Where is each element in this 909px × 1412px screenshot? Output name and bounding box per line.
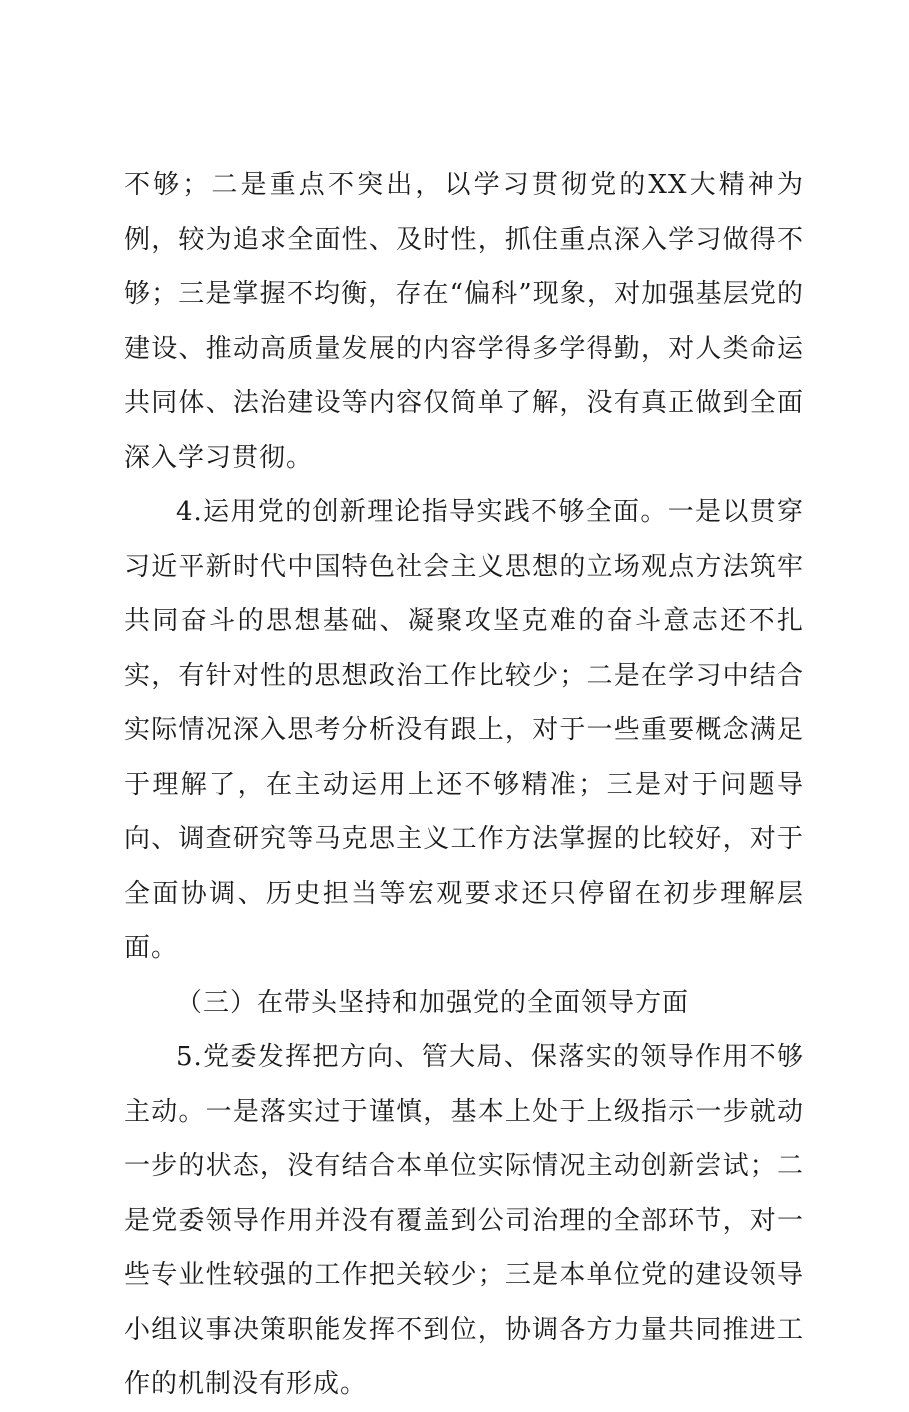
section-heading-3: （三）在带头坚持和加强党的全面领导方面: [176, 987, 690, 1018]
document-body: [124, 158, 804, 1412]
paragraph-continued: 不够；二是重点不突出，以学习贯彻党的XX大精神为例，较为追求全面性、及时性，抓住重点深入学习做得不够；三是掌握不均衡，存在“偏科”现象，对加强基层党的建设、推动高质量发展的内容学得多学得勤，对人类命运共同体、法治建设等内容仅简单了解，没有真正做到全面深入学习贯彻。: [124, 170, 804, 473]
paragraph-item-5: 5.党委发挥把方向、管大局、保落实的领导作用不够主动。一是落实过于谨慎，基本上处于上级指示一步就动一步的状态，没有结合本单位实际情况主动创新尝试；二是党委领导作用并没有覆盖到公司治理的全部环节，对一些专业性较强的工作把关较少；三是本单位党的建设领导小组议事决策职能发挥不到位，协调各方力量共同推进工作的机制没有形成。: [124, 1042, 804, 1399]
paragraph-item-4: 4.运用党的创新理论指导实践不够全面。一是以贯穿习近平新时代中国特色社会主义思想的立场观点方法筑牢共同奋斗的思想基础、凝聚攻坚克难的奋斗意志还不扎实，有针对性的思想政治工作比较少；二是在学习中结合实际情况深入思考分析没有跟上，对于一些重要概念满足于理解了，在主动运用上还不够精准；三是对于问题导向、调查研究等马克思主义工作方法掌握的比较好，对于全面协调、历史担当等宏观要求还只停留在初步理解层面。: [124, 497, 804, 963]
